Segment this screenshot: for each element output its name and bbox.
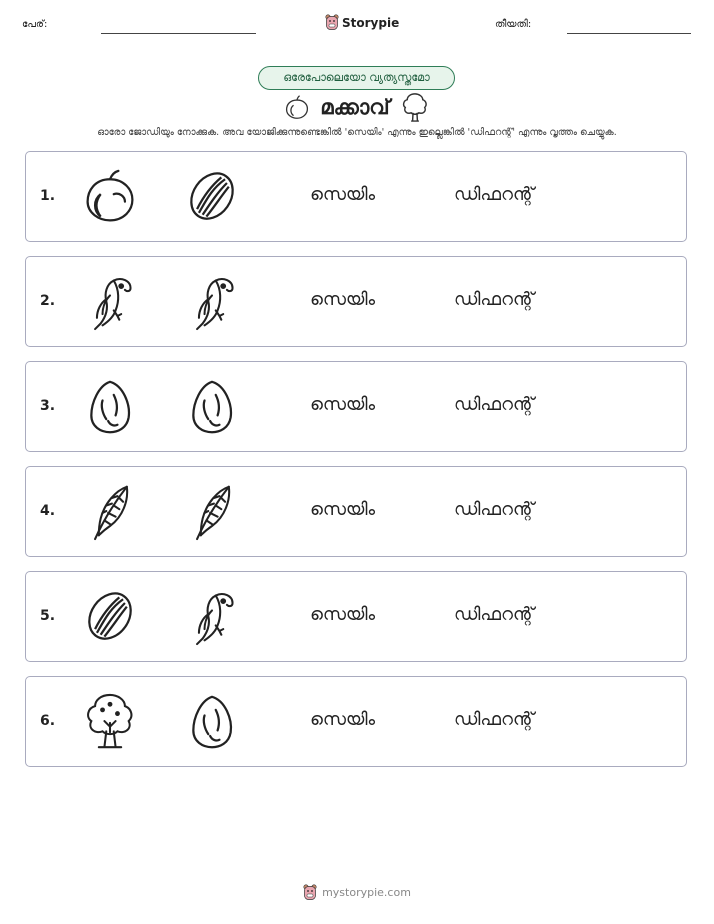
mascot-icon [325,14,339,31]
footer [0,884,714,901]
nut-icon [82,586,138,648]
different-option[interactable]: ഡിഫറന്റ് [454,604,535,625]
question-number: 6. [40,713,56,729]
same-option[interactable]: സെയിം [310,394,376,415]
instructions: ഓരോ ജോഡിയും നോക്കുക. അവ യോജിക്കുന്നുണ്ടെങ്കിൽ 'സെയിം' എന്നും ഇല്ലെങ്കിൽ 'ഡിഫറന്റ്' എന്നും വൃത്തം ചെയ്യുക. [97,127,617,138]
brand-name: Storypie [342,15,400,30]
almond-icon [82,376,138,438]
page-title: മക്കാവ് [320,94,390,119]
name-line[interactable] [101,33,256,34]
almond-icon [184,376,240,438]
tree-icon [400,91,430,123]
question-number: 1. [40,188,56,204]
date-label: തീയതി: [495,19,532,30]
worksheet-type-badge: ഒരേപോലെയോ വ്യത്യസ്തമോ [258,66,455,90]
tree-icon [82,691,138,753]
title-row [0,92,714,122]
question-row [25,571,687,662]
question-row [25,676,687,767]
question-row [25,151,687,242]
question-row [25,466,687,557]
same-option[interactable]: സെയിം [310,604,376,625]
different-option[interactable]: ഡിഫറന്റ് [454,499,535,520]
question-number: 2. [40,293,56,309]
parrot-icon [82,271,138,333]
nut-icon [184,166,240,228]
name-label: പേര്: [22,19,48,30]
question-number: 3. [40,398,56,414]
different-option[interactable]: ഡിഫറന്റ് [454,709,535,730]
question-number: 5. [40,608,56,624]
question-row [25,361,687,452]
question-row [25,256,687,347]
footer-url[interactable]: mystorypie.com [322,886,411,899]
almond-icon [184,691,240,753]
different-option[interactable]: ഡിഫറന്റ് [454,394,535,415]
plum-icon [284,94,310,120]
same-option[interactable]: സെയിം [310,709,376,730]
feather-icon [184,481,240,543]
same-option[interactable]: സെയിം [310,184,376,205]
mascot-icon [303,884,317,901]
different-option[interactable]: ഡിഫറന്റ് [454,289,535,310]
date-line[interactable] [567,33,691,34]
plum-icon [82,166,138,228]
different-option[interactable]: ഡിഫറന്റ് [454,184,535,205]
feather-icon [82,481,138,543]
brand-logo [325,14,399,31]
question-number: 4. [40,503,56,519]
parrot-icon [184,271,240,333]
parrot-icon [184,586,240,648]
same-option[interactable]: സെയിം [310,289,376,310]
same-option[interactable]: സെയിം [310,499,376,520]
